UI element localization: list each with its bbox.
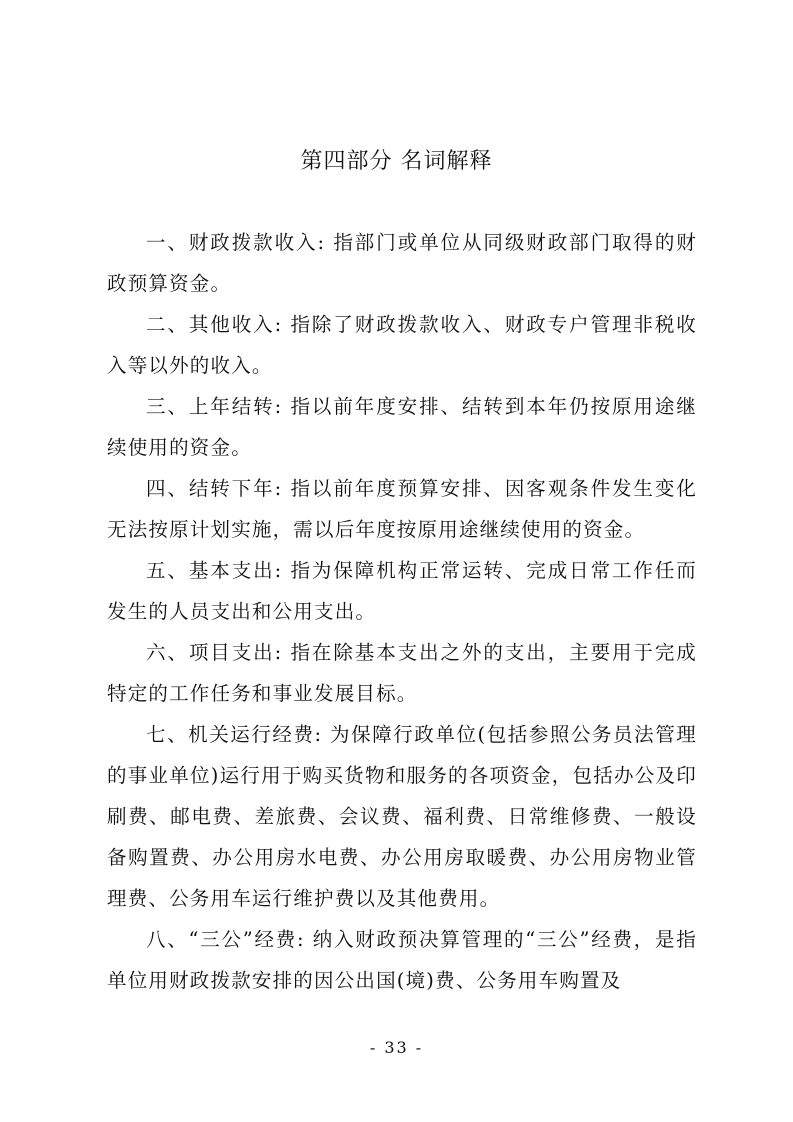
- paragraph-carryover-next-year: 四、结转下年: 指以前年度预算安排、因客观条件发生变化无法按原计划实施，需以后年度按原用途继续使用的资金。: [107, 477, 697, 541]
- paragraph-basic-expenditure: 五、基本支出: 指为保障机构正常运转、完成日常工作任而发生的人员支出和公用支出。: [107, 559, 697, 623]
- page-number: - 33 -: [369, 1038, 424, 1057]
- paragraph-fiscal-appropriation-income: 一、财政拨款收入: 指部门或单位从同级财政部门取得的财政预算资金。: [107, 231, 697, 295]
- paragraph-project-expenditure: 六、项目支出: 指在除基本支出之外的支出，主要用于完成特定的工作任务和事业发展目标。: [107, 641, 697, 705]
- paragraph-agency-operating-funds: 七、机关运行经费: 为保障行政单位(包括参照公务员法管理的事业单位)运行用于购买货物和服务的各项资金，包括办公及印刷费、邮电费、差旅费、会议费、福利费、日常维修费、一般设备购置费、办公用房水电费、办公用房取暖费、办公用房物业管理费、公务用车运行维护费以及其他费用。: [107, 723, 697, 910]
- document-body: [107, 222, 697, 1001]
- paragraph-other-income: 二、其他收入: 指除了财政拨款收入、财政专户管理非税收入等以外的收入。: [107, 313, 697, 377]
- page-title: 第四部分 名词解释: [300, 149, 493, 174]
- paragraph-three-public-funds: 八、“三公”经费: 纳入财政预决算管理的“三公”经费，是指单位用财政拨款安排的因公出国(境)费、公务用车购置及: [107, 928, 697, 992]
- paragraph-prior-year-carryover: 三、上年结转: 指以前年度安排、结转到本年仍按原用途继续使用的资金。: [107, 395, 697, 459]
